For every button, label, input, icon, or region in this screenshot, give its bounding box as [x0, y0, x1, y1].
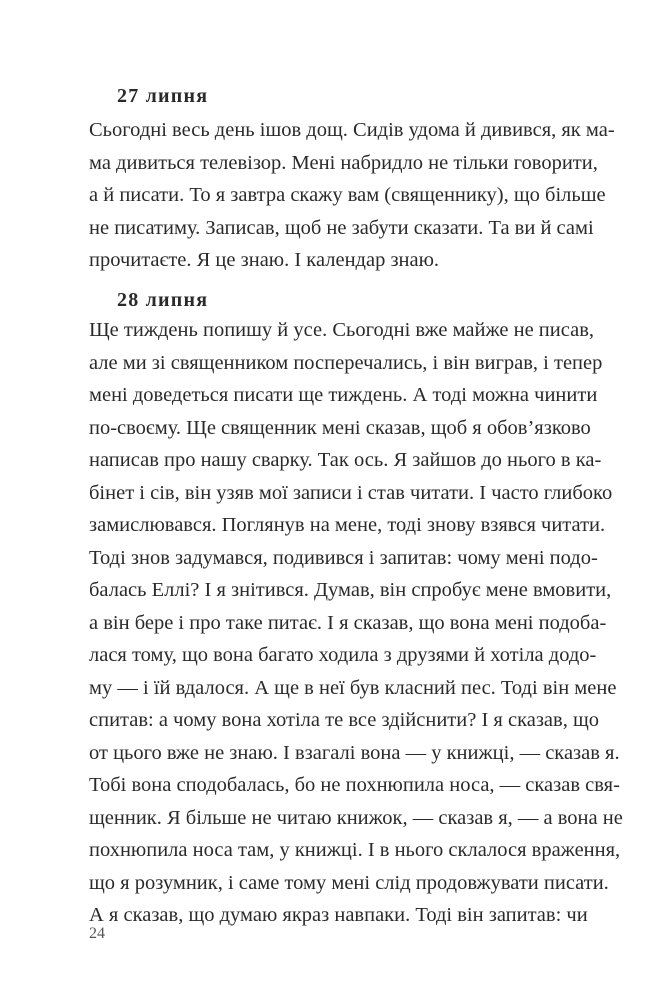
diary-entry-paragraph: [89, 114, 615, 277]
text-line: лася тому, що вона багато ходила з друзями й хотіла додо-: [89, 644, 597, 666]
text-line: похнюпила носа там, у книжці. І в нього склалося враження,: [89, 839, 621, 861]
text-line: Тобі вона сподобалась, бо не похнюпила носа, — сказав свя-: [89, 774, 620, 796]
entry-date-heading: 27 липня: [117, 85, 209, 107]
text-line: написав про нашу сварку. Так ось. Я зайшов до нього в ка-: [89, 449, 602, 471]
text-line: балась Еллі? І я знітився. Думав, він спробує мене вмовити,: [89, 579, 612, 601]
text-line: спитав: а чому вона хотіла те все здійснити? І я сказав, що: [89, 709, 599, 731]
text-line: от цього вже не знаю. І взагалі вона — у книжці, — сказав я.: [89, 741, 620, 764]
text-line: Ще тиждень попишу й усе. Сьогодні вже майже не писав,: [89, 319, 595, 341]
text-line: по-своєму. Ще священник мені сказав, щоб я обов’язково: [89, 416, 591, 439]
text-line: замислювався. Поглянув на мене, тоді знову взявся читати.: [89, 514, 606, 536]
text-line: Сьогодні весь день ішов дощ. Сидів удома й дивився, як ма-: [89, 119, 615, 141]
text-line: мені доведеться писати ще тиждень. А тоді можна чинити: [89, 384, 598, 406]
text-line: не писатиму. Записав, щоб не забути сказати. Та ви й самі: [89, 216, 594, 239]
text-line: що я розумник, і саме тому мені слід продовжувати писати.: [89, 871, 609, 894]
text-line: му — і їй вдалося. А ще в неї був класний пес. Тоді він мене: [89, 676, 617, 699]
entry-date-heading: 28 липня: [117, 289, 209, 311]
page-number: 24: [89, 925, 105, 942]
text-line: щенник. Я більше не читаю книжок, — сказав я, — а вона не: [89, 806, 623, 829]
text-line: прочитаєте. Я це знаю. І календар знаю.: [89, 249, 440, 271]
text-line: а й писати. То я завтра скажу вам (священнику), що більше: [89, 184, 606, 206]
text-line: а він бере і про таке питає. І я сказав, що вона мені подоба-: [89, 611, 607, 634]
diary-entry-paragraph: [89, 314, 623, 932]
text-line: бінет і сів, він узяв мої записи і став читати. І часто глибоко: [89, 481, 613, 504]
text-line: А я сказав, що думаю якраз навпаки. Тоді він запитав: чи: [89, 904, 588, 926]
text-line: але ми зі священником посперечались, і він виграв, і тепер: [89, 351, 603, 374]
text-line: ма дивиться телевізор. Мені набридло не тільки говорити,: [89, 151, 598, 174]
text-line: Тоді знов задумався, подивився і запитав: чому мені подо-: [89, 546, 598, 569]
